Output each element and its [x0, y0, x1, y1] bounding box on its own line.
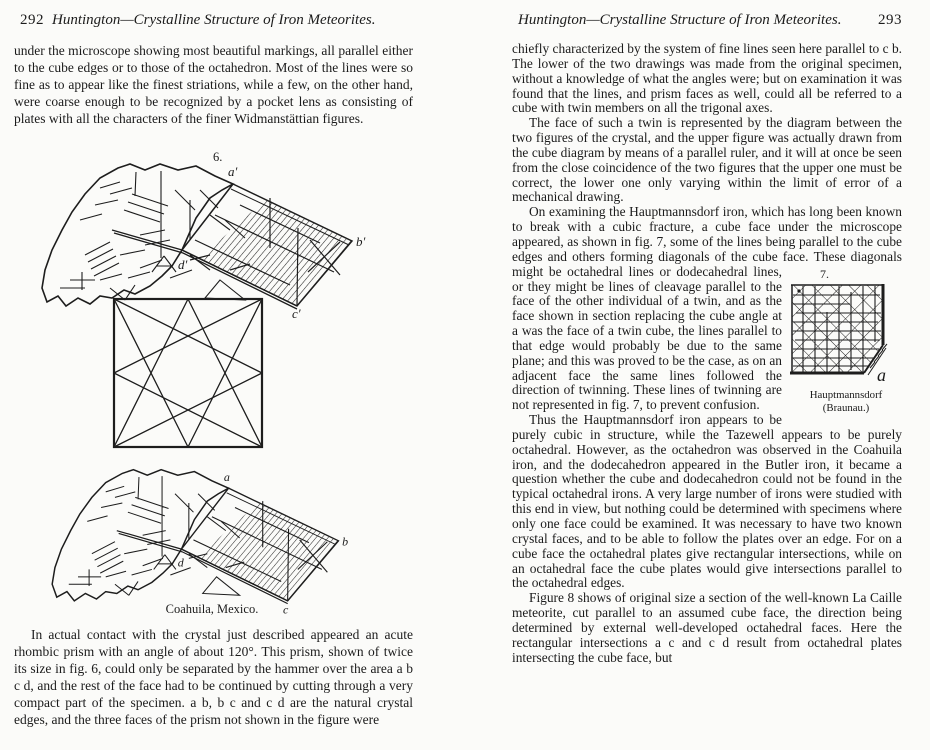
- label-d-prime: d′: [178, 257, 188, 272]
- label-a-prime: a′: [228, 164, 238, 179]
- running-title-left: Huntington—Crystalline Structure of Iron Meteorites.: [52, 12, 376, 28]
- paragraph-right-1: chiefly characterized by the system of fine lines seen here parallel to c b. The lower of the two drawings was made from the original specimen, without a knowledge of what the angles were; but on examination it was found that the lines, and prism faces as well, could all be referred to a cube with twin members on all the trigonal axes.: [512, 41, 902, 116]
- page-left-header: [0, 12, 465, 32]
- paragraph-right-4: Thus the Hauptmannsdorf iron appears to be purely cubic in structure, while the Tazewell appears to be purely octahedral. However, as the octahedron was observed in the Coahuila iron, and the dodecahedron appeared in the Butler iron, it became a question whether the cube and dodecahedron could not be found in the typical octahedral irons. A very large number of irons were studied with this end in view, but nothing could be determined with specimens where only one face could be examined. It was necessary to have two known crystal faces, and to be able to follow the plates over an edge. For on a cube face the octahedral plates give rectangular intersections, while on an octahedral face the cube plates would give intersections parallel to the octahedral edges.: [512, 412, 902, 591]
- figure-6-caption: Coahuila, Mexico.: [165, 602, 259, 616]
- figure-7-drawing: [790, 282, 894, 386]
- label-b: b: [342, 534, 349, 549]
- right-text-column: [512, 42, 902, 665]
- figure-7-corner-label: a: [877, 364, 886, 385]
- figure-7-caption: [790, 389, 902, 415]
- running-title-right: Huntington—Crystalline Structure of Iron Meteorites.: [518, 12, 842, 28]
- label-d: d: [177, 555, 184, 570]
- figure-7-number: 7.: [820, 266, 829, 281]
- figure-6-number: 6.: [213, 150, 223, 164]
- paragraph-left-1: under the microscope showing most beautiful markings, all parallel either to the cube edges or to those of the octahedron. Most of the lines were so fine as to appear like the finest striations, while a few, on the other hand, were coarse enough to be recognized by a pocket lens as consisting of plates with all the characters of the finer Widmanstättian figures.: [14, 43, 413, 126]
- paragraph-left-2: In actual contact with the crystal just described appeared an acute rhombic prism with an angle of about 120°. This prism, shown of twice its size in fig. 6, could only be separated by the hammer over the area a b c d, and the rest of the face had to be continued by cutting through a very compact part of the specimen. a b, b c and c d are the natural crystal edges, and the three faces of the prism not shown in the figure were: [14, 627, 413, 727]
- label-c-prime: c′: [292, 306, 301, 321]
- paragraph-right-3-after-figure: These diagonals might be octahedral lines or dodecahedral lines, or they might be lines of cleavage parallel to the face of the other individual of a twin, and as the face shown in section replacing the cube angle at a was the face of a twin cube, the lines parallel to that edge would probably be due to the same plane; and this was proved to be the case, as on an adjacent face the same lines followed the direction of twinning. These lines of twinning are not represented in fig. 7, to prevent confusion.: [512, 248, 902, 413]
- label-a: a: [223, 469, 230, 484]
- page-right-header: [465, 12, 930, 32]
- paragraph-right-3-before-figure: On examining the Hauptmannsdorf iron, which has long been known to break with a cubic fracture, a cube face under the microscope appeared, as shown in fig. 7, some of the lines being parallel to the cube edges and others forming diagonals of the cube face.: [512, 204, 902, 264]
- figure-6: [0, 150, 465, 628]
- speck: [797, 289, 800, 292]
- page-number-right: 293: [878, 12, 902, 28]
- figure-6-lower-drawing: [50, 466, 360, 623]
- label-b-prime: b′: [356, 234, 366, 249]
- page-right: [465, 0, 930, 750]
- figure-7-caption-line2: (Braunau.): [822, 401, 870, 414]
- figure-7-caption-line1: Hauptmannsdorf: [809, 388, 883, 401]
- page-number-left: 292: [20, 12, 44, 28]
- paragraph-right-3: [512, 205, 902, 413]
- paragraph-right-2: The face of such a twin is represented by the diagram between the two figures of the crystal, and the upper figure was actually drawn from the cube diagram by means of a parallel ruler, and it will at once be seen from the close coincidence of the two figures that the upper one must be correct, the lower one only varying within the limit of error of a mechanical drawing.: [512, 115, 902, 205]
- figure-7: [790, 267, 902, 423]
- label-c: c: [283, 602, 289, 617]
- figure-6-cube-diagram: [112, 296, 265, 453]
- paragraph-right-5: Figure 8 shows of original size a section of the well-known La Caille meteorite, cut parallel to an assumed cube face, the direction being determined by external well-developed octahedral faces. Here the rectangular intersections a c and c d result from octahedral plates intersecting the cube face, but: [512, 590, 902, 665]
